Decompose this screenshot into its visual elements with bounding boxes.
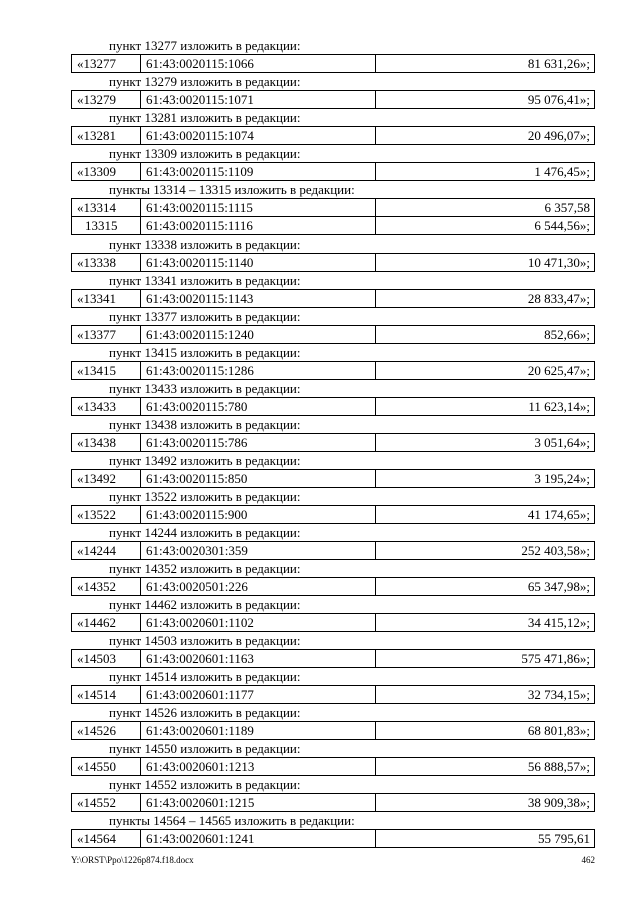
amendment-heading: пункт 13341 изложить в редакции: bbox=[109, 273, 301, 288]
cadastral-number-cell: 61:43:0020601:1189 bbox=[141, 721, 376, 740]
table-row bbox=[71, 793, 595, 812]
document-body bbox=[71, 37, 595, 848]
amendment-heading: пункт 14552 изложить в редакции: bbox=[109, 777, 301, 792]
table-row bbox=[71, 433, 595, 452]
table-row bbox=[71, 253, 595, 272]
table-row bbox=[71, 649, 595, 668]
cadastral-number-cell: 61:43:0020115:1116 bbox=[141, 217, 376, 235]
item-number-cell: «14514 bbox=[71, 685, 141, 704]
amendment-heading: пункт 14244 изложить в редакции: bbox=[109, 525, 301, 540]
amendment-heading: пункт 13281 изложить в редакции: bbox=[109, 110, 301, 125]
table-row bbox=[71, 577, 595, 596]
cadastral-number-cell: 61:43:0020301:359 bbox=[141, 541, 376, 560]
amendment-heading: пункт 13338 изложить в редакции: bbox=[109, 237, 301, 252]
cadastral-number-cell: 61:43:0020115:1240 bbox=[141, 325, 376, 344]
table-row bbox=[71, 541, 595, 560]
table-row bbox=[71, 126, 595, 145]
item-number-cell: «13314 bbox=[71, 198, 141, 217]
value-cell: 56 888,57»; bbox=[376, 757, 595, 776]
value-cell: 68 801,83»; bbox=[376, 721, 595, 740]
amendment-heading: пункт 13492 изложить в редакции: bbox=[109, 453, 301, 468]
table-row bbox=[71, 217, 595, 236]
value-cell: 20 625,47»; bbox=[376, 361, 595, 380]
value-cell: 575 471,86»; bbox=[376, 649, 595, 668]
table-row bbox=[71, 469, 595, 488]
cadastral-number-cell: 61:43:0020115:1074 bbox=[141, 126, 376, 145]
item-number-cell: «13433 bbox=[71, 397, 141, 416]
value-cell: 38 909,38»; bbox=[376, 793, 595, 812]
value-cell: 65 347,98»; bbox=[376, 577, 595, 596]
cadastral-number-cell: 61:43:0020115:1115 bbox=[141, 198, 376, 217]
amendment-heading: пункт 13309 изложить в редакции: bbox=[109, 146, 301, 161]
table-row bbox=[71, 397, 595, 416]
cadastral-number-cell: 61:43:0020115:1286 bbox=[141, 361, 376, 380]
item-number-cell: «13309 bbox=[71, 162, 141, 181]
item-number-cell: «13281 bbox=[71, 126, 141, 145]
item-number-cell: «14526 bbox=[71, 721, 141, 740]
item-number-cell: «13492 bbox=[71, 469, 141, 488]
amendment-heading: пункт 13522 изложить в редакции: bbox=[109, 489, 301, 504]
cadastral-number-cell: 61:43:0020115:1143 bbox=[141, 289, 376, 308]
cadastral-number-cell: 61:43:0020601:1177 bbox=[141, 685, 376, 704]
item-number-cell: «13438 bbox=[71, 433, 141, 452]
value-cell: 252 403,58»; bbox=[376, 541, 595, 560]
table-row bbox=[71, 721, 595, 740]
item-number-cell: «13341 bbox=[71, 289, 141, 308]
table-row bbox=[71, 289, 595, 308]
value-cell: 852,66»; bbox=[376, 325, 595, 344]
table-row bbox=[71, 757, 595, 776]
item-number-cell: «14552 bbox=[71, 793, 141, 812]
item-number-cell: «14564 bbox=[71, 829, 141, 848]
value-cell: 34 415,12»; bbox=[376, 613, 595, 632]
item-number-cell: «13415 bbox=[71, 361, 141, 380]
cadastral-number-cell: 61:43:0020115:786 bbox=[141, 433, 376, 452]
value-cell: 6 544,56»; bbox=[376, 217, 595, 235]
value-cell: 41 174,65»; bbox=[376, 505, 595, 524]
value-cell: 55 795,61 bbox=[376, 829, 595, 848]
table-row bbox=[71, 613, 595, 632]
value-cell: 32 734,15»; bbox=[376, 685, 595, 704]
amendment-heading: пункт 13377 изложить в редакции: bbox=[109, 309, 301, 324]
item-number-cell: «13377 bbox=[71, 325, 141, 344]
amendment-heading: пункт 14514 изложить в редакции: bbox=[109, 669, 301, 684]
value-cell: 6 357,58 bbox=[376, 198, 595, 217]
item-number-cell: «14244 bbox=[71, 541, 141, 560]
amendment-heading: пункт 14352 изложить в редакции: bbox=[109, 561, 301, 576]
table-row bbox=[71, 90, 595, 109]
cadastral-number-cell: 61:43:0020601:1215 bbox=[141, 793, 376, 812]
page-footer bbox=[71, 855, 595, 865]
cadastral-number-cell: 61:43:0020115:1071 bbox=[141, 90, 376, 109]
cadastral-number-cell: 61:43:0020601:1163 bbox=[141, 649, 376, 668]
cadastral-number-cell: 61:43:0020115:1109 bbox=[141, 162, 376, 181]
value-cell: 3 051,64»; bbox=[376, 433, 595, 452]
amendment-heading: пункт 14526 изложить в редакции: bbox=[109, 705, 301, 720]
page-number: 462 bbox=[581, 855, 595, 865]
item-number-cell: 13315 bbox=[71, 217, 141, 235]
table-row bbox=[71, 198, 595, 217]
item-number-cell: «14462 bbox=[71, 613, 141, 632]
table-row bbox=[71, 162, 595, 181]
item-number-cell: «13277 bbox=[71, 54, 141, 73]
item-number-cell: «14503 bbox=[71, 649, 141, 668]
cadastral-number-cell: 61:43:0020601:1102 bbox=[141, 613, 376, 632]
cadastral-number-cell: 61:43:0020601:1213 bbox=[141, 757, 376, 776]
cadastral-number-cell: 61:43:0020601:1241 bbox=[141, 829, 376, 848]
value-cell: 10 471,30»; bbox=[376, 253, 595, 272]
value-cell: 95 076,41»; bbox=[376, 90, 595, 109]
cadastral-number-cell: 61:43:0020115:1140 bbox=[141, 253, 376, 272]
value-cell: 81 631,26»; bbox=[376, 54, 595, 73]
table-row bbox=[71, 505, 595, 524]
item-number-cell: «14550 bbox=[71, 757, 141, 776]
amendment-heading: пункт 14503 изложить в редакции: bbox=[109, 633, 301, 648]
amendment-heading: пункты 14564 – 14565 изложить в редакции: bbox=[109, 813, 355, 828]
value-cell: 20 496,07»; bbox=[376, 126, 595, 145]
value-cell: 3 195,24»; bbox=[376, 469, 595, 488]
footer-file-path: Y:\ORST\Ppo\1226p874.f18.docx bbox=[71, 855, 194, 865]
cadastral-number-cell: 61:43:0020115:1066 bbox=[141, 54, 376, 73]
cadastral-number-cell: 61:43:0020115:900 bbox=[141, 505, 376, 524]
amendment-heading: пункт 14550 изложить в редакции: bbox=[109, 741, 301, 756]
amendment-heading: пункт 13433 изложить в редакции: bbox=[109, 381, 301, 396]
table-row bbox=[71, 325, 595, 344]
item-number-cell: «13522 bbox=[71, 505, 141, 524]
value-cell: 11 623,14»; bbox=[376, 397, 595, 416]
item-number-cell: «14352 bbox=[71, 577, 141, 596]
amendment-heading: пункт 13277 изложить в редакции: bbox=[109, 38, 301, 53]
item-number-cell: «13338 bbox=[71, 253, 141, 272]
item-number-cell: «13279 bbox=[71, 90, 141, 109]
cadastral-number-cell: 61:43:0020115:780 bbox=[141, 397, 376, 416]
table-row bbox=[71, 361, 595, 380]
amendment-heading: пункт 13279 изложить в редакции: bbox=[109, 74, 301, 89]
amendment-heading: пункт 14462 изложить в редакции: bbox=[109, 597, 301, 612]
amendment-heading: пункты 13314 – 13315 изложить в редакции: bbox=[109, 182, 355, 197]
table-row bbox=[71, 54, 595, 73]
amendment-heading: пункт 13415 изложить в редакции: bbox=[109, 345, 301, 360]
value-cell: 28 833,47»; bbox=[376, 289, 595, 308]
cadastral-number-cell: 61:43:0020115:850 bbox=[141, 469, 376, 488]
value-cell: 1 476,45»; bbox=[376, 162, 595, 181]
table-row bbox=[71, 685, 595, 704]
amendment-heading: пункт 13438 изложить в редакции: bbox=[109, 417, 301, 432]
cadastral-number-cell: 61:43:0020501:226 bbox=[141, 577, 376, 596]
table-row bbox=[71, 829, 595, 848]
